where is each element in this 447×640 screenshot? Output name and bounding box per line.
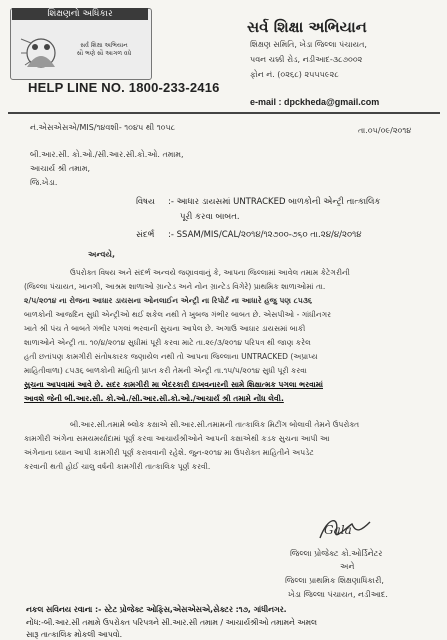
body2-line-1: બી.આર.સી.તમામે બ્લોક કક્ષાએ સી.આર.સી.તમામની તાત્કાલિક મિટીંગ બોલાવી તેમને ઉપરોક્ત <box>70 420 360 429</box>
letter-number: નં.એસએસએ/MIS/૧૪વશી- ૧૦૪૫ થી ૧૦૫૮ <box>30 123 176 132</box>
logo-tagline <box>58 42 150 58</box>
recipient-line-1: બી.આર.સી. કો.ઓ./સી.આર.સી.કો.ઓ. તમામ, <box>30 150 184 159</box>
signature-line-2: અને <box>340 562 355 571</box>
body-line-9: સુચના આપવામાં આવે છે. સદર કામગીરી મા બેદરકારી દાખવનારની સામે શિક્ષાત્મક પગલા ભરવામાં <box>24 380 323 389</box>
body2-line-2: કામગીરી અંગેના સમયમર્યાદામાં પૂર્ણ કરવા આચાર્યશ્રીઓને આપની કક્ષાએથી કડક સુચના આપી આ <box>24 434 330 443</box>
signature-line-1: જિલ્લા પ્રોજેક્ટ કો.ઓર્ડિનેટર <box>290 549 383 558</box>
reference-label: સંદર્ભ <box>136 230 155 240</box>
body-line-5: ખાતે શ્રી પંચ તે બાબતે ગંભીર પગલાં ભરવાની સુચના આપેલ છે. અગાઉ આધાર ડાયસમાં બાકી <box>24 324 306 333</box>
body2-line-4: કરવાની થતી હોઈ ચાલુ વર્ષની કામગીરી તાત્કાલિક પૂર્ણ કરવી. <box>24 462 211 471</box>
office-address-1: શિક્ષણ સમિતિ, ખેડા જિલ્લા પંચાયત, <box>250 40 367 49</box>
signature-scribble-icon <box>300 508 400 548</box>
letter-date: તા.૦૫/૦૯/૨૦૧૪ <box>358 126 412 135</box>
office-phone: ફોન નં. (૦૨૬૮) ૨૫૫૫૯૨૮ <box>250 70 339 79</box>
logo-tagline-1: સર્વ શિક્ષા અભિયાન <box>80 42 128 49</box>
subject-text-2: પૂરી કરવા બાબત. <box>180 212 240 222</box>
recipient-line-2: આચાર્ય શ્રી તમામ, <box>30 164 91 173</box>
subject-label: વિષય <box>136 197 155 207</box>
body2-line-3: અંગેનાના ધ્યાન આપી કામગીરી પૂર્ણ કરાવવાની રહેશે. જુન-૨૦૧૪ મા ઉપરોક્ત માહિતીને અપડેટ <box>24 448 314 457</box>
office-title: સર્વ શિક્ષા અભિયાન <box>247 18 367 36</box>
footer-copy-to: નકલ સવિનય રવાના :- સ્ટેટ પ્રોજેક્ટ ઓફિસ,એસએસએ,સેક્ટર :૧૭, ગાંધીનગર. <box>26 605 287 614</box>
body-line-6: શાળાઓને એન્ટ્રી તા. ૧૦/૪/૨૦૧૪ સુધીમાં પૂરી કરવા માટે તા.૨૯/૩/૨૦૧૪ પરિપત્ર થી જાણ કરેલ <box>24 338 311 347</box>
office-email: e-mail : dpckheda@gmail.com <box>250 97 380 107</box>
body-line-7: હતી છતાંપણ કામગીરી સંતોષકારક જણાયેલ નથી તો આપના જિલ્લાના UNTRACKED (અપ્રાપ્ય <box>24 352 318 361</box>
signature-line-3: જિલ્લા પ્રાથમિક શિક્ષણાધિકારી, <box>285 576 384 585</box>
subject-text-1: :- આધાર ડાયસમાં UNTRACKED બાળકોની એન્ટ્રી તાત્કાલિક <box>168 197 381 207</box>
body-line-1: ઉપરોક્ત વિષય અને સંદર્ભ અન્વયે જણાવવાનું કે, આપના જિલ્લામાં આવેલ તમામ કેટેગરીની <box>70 268 350 277</box>
footer-note-1: નોંધ:-બી.આર.સી તમામે ઉપરોક્ત પરિપત્રને સી.આર.સી તમામ / આચાર્યશ્રીઓ તમામને અમલ <box>26 618 317 627</box>
logo-banner: શિક્ષણનો અધિકાર <box>12 8 148 20</box>
office-address-2: પવન ચક્કી રોડ, નડીઆદ-૩૮૭૦૦૨ <box>250 55 363 64</box>
logo-tagline-2: સૌ ભણે સૌ આગળ વધે <box>76 50 132 57</box>
body-line-3: ૨/૫/૨૦૧૪ ના રોજના આધાર ડાયસના ઓનલાઈન એન્ટ્રી ના રિપોર્ટ ના આધારે હજુ પણ ૮૫૩૬ <box>24 296 313 305</box>
helpline-number: HELP LINE NO. 1800-233-2416 <box>28 80 220 95</box>
header-divider <box>8 112 440 114</box>
footer-note-2: સારૂ તાત્કાલિક મોકલી આપવો. <box>26 630 123 639</box>
signature-line-4: ખેડા જિલ્લા પંચાયત, નડીઆદ. <box>288 590 388 599</box>
greeting: અન્વયે, <box>88 250 116 259</box>
body-line-4: બાળકોની આજદિન સુધી એન્ટ્રીઓ થઈ શકેલ નથી તે ખુબજ ગંભીર બાબત છે. એસપીઓ - ગાંધીનગર <box>24 310 332 319</box>
body-line-2: (જિલ્લા પંચાયત, ખાનગી, આશ્રમ શાળાઓ ગ્રાન્ટેડ અને નોન ગ્રાન્ટેડ વિગેરે) પ્રાથમિક શાળાઓમાં તા. <box>24 282 326 291</box>
reference-text: :- SSAM/MIS/CAL/૨૦૧૪/૧૨૭૦૦-૭૬૦ તા.૨૪/૪/૨૦૧૪ <box>168 230 362 240</box>
signature <box>300 508 400 548</box>
recipient-line-3: જિ.ખેડા. <box>30 178 58 187</box>
signature-mark: Gala <box>324 523 352 537</box>
body-line-10: આવશે જેની બી.આર.સી. કો.ઓ./સી.આર.સી.કો.ઓ./આચાર્ય શ્રી તમામે નોંધ લેવી. <box>24 394 284 403</box>
body-line-8: માહિતીવાળા) ૮૫૩૬ બાળકોની માહિતી પ્રાપ્ત કરી તેમની એન્ટ્રી તા.૧૫/૫/૨૦૧૪ સુધી પૂરી કરવા <box>24 366 307 375</box>
